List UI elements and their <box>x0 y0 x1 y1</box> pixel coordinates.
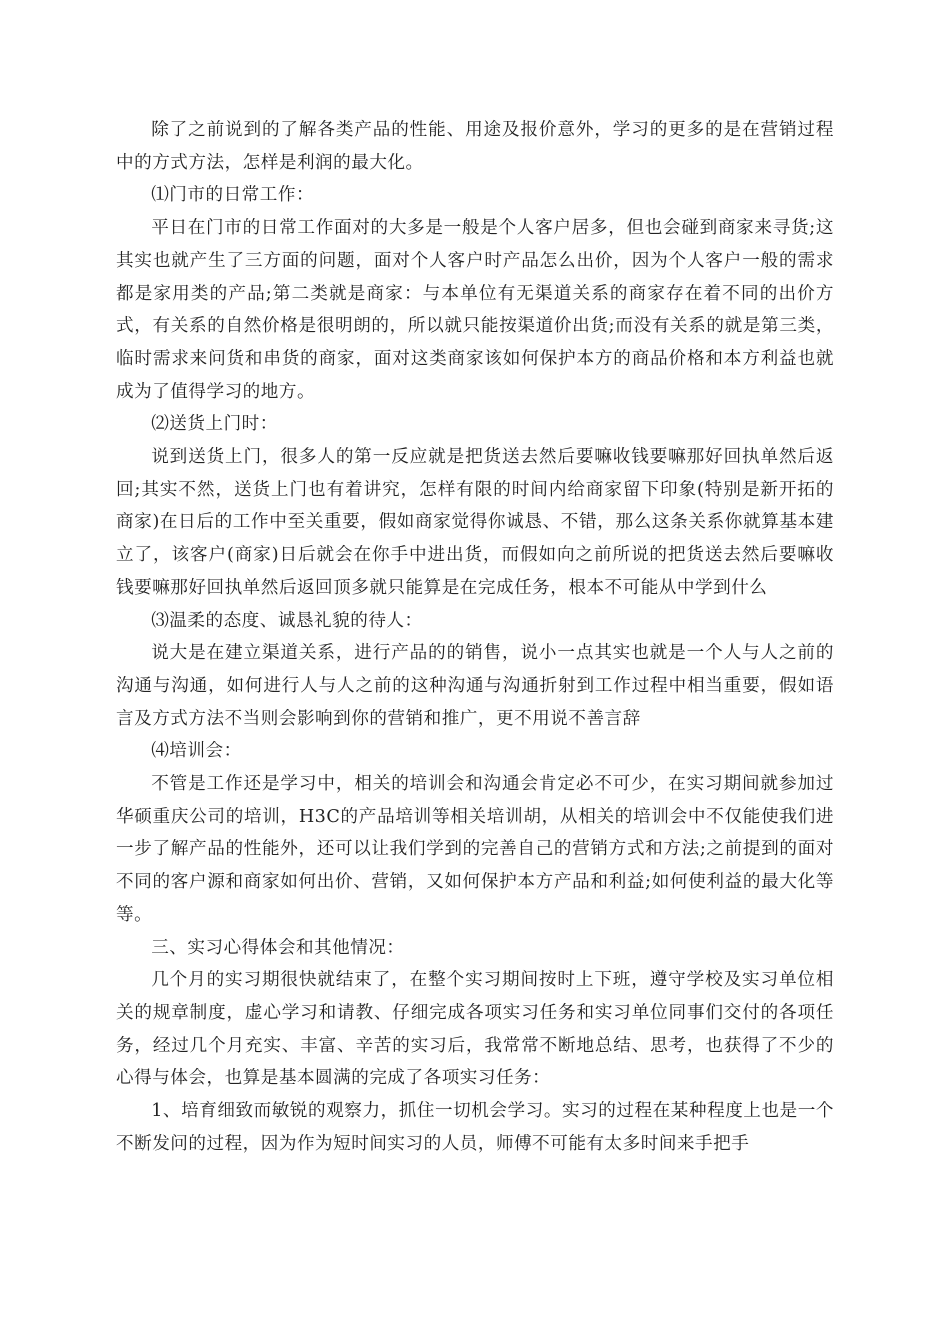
heading-attitude: ⑶温柔的态度、诚恳礼貌的待人： <box>151 610 423 631</box>
heading-training: ⑷培训会： <box>151 741 242 762</box>
paragraph-attitude: 说大是在建立渠道关系，进行产品的的销售，说小一点其实也就是一个人与人之前的沟通与沟通，如何进行人与人之前的这种沟通与沟通折射到工作过程中相当重要，假如语言及方式方法不当则会影响到你的营销和推广，更不用说不善言辞 <box>116 643 834 729</box>
paragraph-delivery: 说到送货上门，很多人的第一反应就是把货送去然后要嘛收钱要嘛那好回执单然后返回;其实不然，送货上门也有着讲究，怎样有限的时间内给商家留下印象(特别是新开拓的商家)在日后的工作中至关重要，假如商家觉得你诚恳、不错，那么这条关系你就算基本建立了，该客户(商家)日后就会在你手中进出货，而假如向之前所说的把货送去然后要嘛收钱要嘛那好回执单然后返回顶多就只能算是在完成任务，根本不可能从中学到什么 <box>116 447 834 598</box>
heading-store-daily-work: ⑴门市的日常工作： <box>151 185 315 206</box>
paragraph-training: 不管是工作还是学习中，相关的培训会和沟通会肯定必不可少，在实习期间就参加过华硕重庆公司的培训，H3C的产品培训等相关培训胡，从相关的培训会中不仅能使我们进一步了解产品的性能外，还可以让我们学到的完善自己的营销方式和方法;之前提到的面对不同的客户源和商家如何出价、营销，又如何保护本方产品和利益;如何使利益的最大化等等。 <box>116 774 834 925</box>
heading-delivery: ⑵送货上门时： <box>151 414 278 435</box>
document-body <box>116 114 834 1161</box>
paragraph-intro: 除了之前说到的了解各类产品的性能、用途及报价意外，学习的更多的是在营销过程中的方式方法，怎样是利润的最大化。 <box>116 120 834 173</box>
paragraph-summary: 几个月的实习期很快就结束了，在整个实习期间按时上下班，遵守学校及实习单位相关的规章制度，虚心学习和请教、仔细完成各项实习任务和实习单位同事们交付的各项任务，经过几个月充实、丰富、辛苦的实习后，我常常不断地总结、思考，也获得了不少的心得与体会，也算是基本圆满的完成了各项实习任务： <box>116 970 834 1089</box>
paragraph-point-one: 1、培育细致而敏锐的观察力，抓住一切机会学习。实习的过程在某种程度上也是一个不断发问的过程，因为作为短时间实习的人员，师傅不可能有太多时间来手把手 <box>116 1101 834 1154</box>
paragraph-store-daily-work: 平日在门市的日常工作面对的大多是一般是个人客户居多，但也会碰到商家来寻货;这其实也就产生了三方面的问题，面对个人客户时产品怎么出价，因为个人客户一般的需求都是家用类的产品;第二类就是商家：与本单位有无渠道关系的商家存在着不同的出价方式，有关系的自然价格是很明朗的，所以就只能按渠道价出货;而没有关系的就是第三类，临时需求来问货和串货的商家，面对这类商家该如何保护本方的商品价格和本方利益也就成为了值得学习的地方。 <box>116 218 834 402</box>
heading-section-three: 三、实习心得体会和其他情况： <box>151 937 405 958</box>
